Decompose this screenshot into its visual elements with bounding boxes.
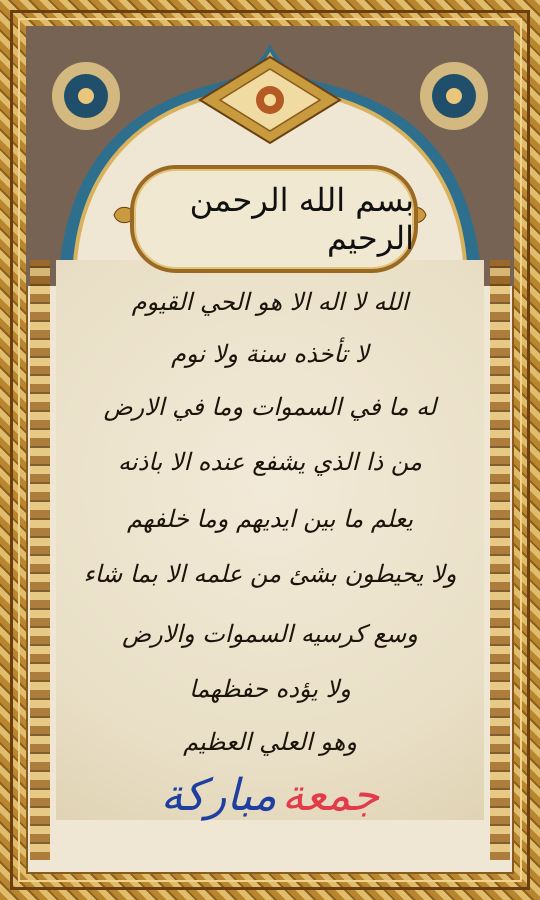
right-border-ornament <box>490 260 510 860</box>
verse-line: يعلم ما بين ايديهم وما خلفهم <box>126 505 414 533</box>
verse-line: الله لا اله الا هو الحي القيوم <box>131 288 409 316</box>
greeting-word-blue: مباركة <box>160 770 277 821</box>
verse-line: ولا يحيطون بشئ من علمه الا بما شاء <box>83 560 457 588</box>
verse-line: وهو العلي العظيم <box>183 728 357 756</box>
top-medallion <box>190 55 350 145</box>
verse-line: لا تأخذه سنة ولا نوم <box>171 340 369 368</box>
verse-line: ولا يؤده حفظهما <box>189 675 351 703</box>
greeting-word-red: جمعة <box>281 770 380 821</box>
verse-line: وسع كرسيه السموات والارض <box>122 620 418 648</box>
bismillah-text: بسم الله الرحمن الرحيم <box>189 181 414 257</box>
friday-greeting <box>90 770 450 850</box>
bismillah-cartouche <box>130 165 418 273</box>
left-border-ornament <box>30 260 50 860</box>
verse-line: له ما في السموات وما في الارض <box>103 393 437 421</box>
verse-line: من ذا الذي يشفع عنده الا باذنه <box>118 448 422 476</box>
